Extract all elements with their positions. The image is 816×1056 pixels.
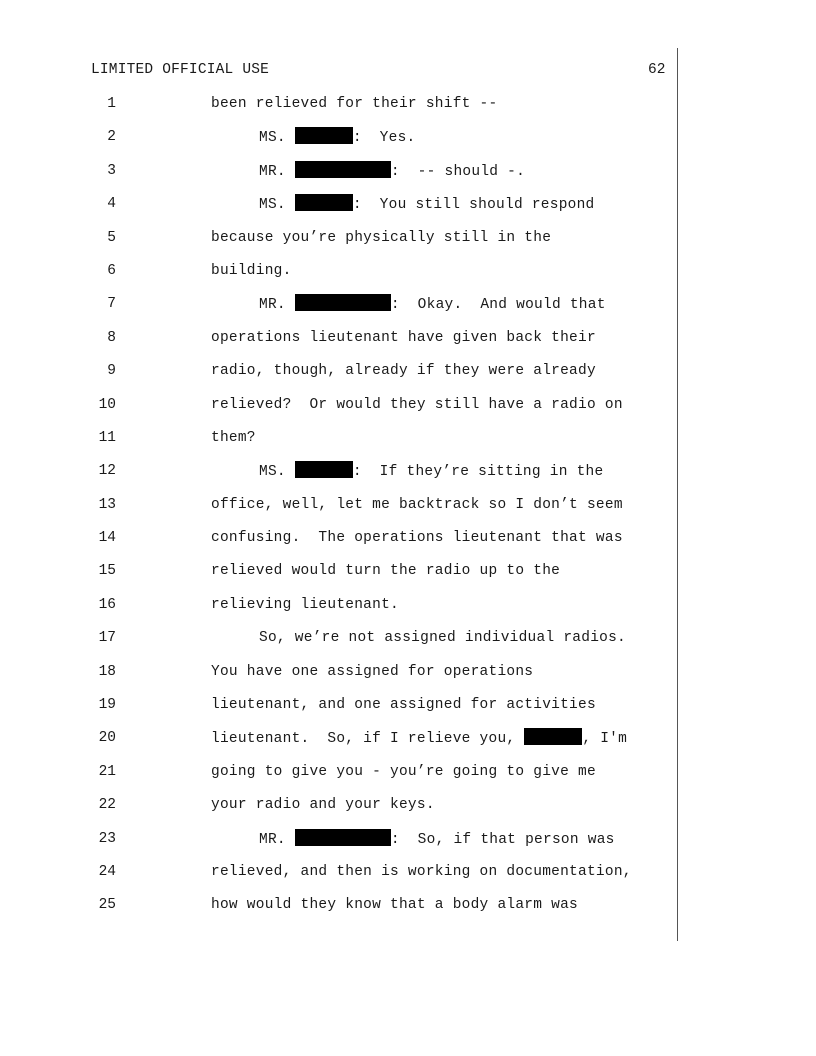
line-text xyxy=(259,461,603,482)
line-text xyxy=(211,728,627,749)
transcript-line xyxy=(0,127,816,160)
line-text: radio, though, already if they were already xyxy=(211,363,596,380)
speaker-prefix: MR. xyxy=(259,163,295,180)
speaker-prefix: MR. xyxy=(259,297,295,314)
line-number: 23 xyxy=(98,830,116,847)
speech-text: : Okay. And would that xyxy=(390,297,606,314)
redaction-block xyxy=(295,161,391,178)
line-text: relieved would turn the radio up to the xyxy=(211,563,561,580)
line-number: 15 xyxy=(98,563,116,580)
line-number: 21 xyxy=(98,763,116,780)
transcript-line xyxy=(0,829,816,862)
line-text: lieutenant, and one assigned for activities xyxy=(211,697,596,714)
line-text: relieving lieutenant. xyxy=(211,596,399,613)
line-text xyxy=(259,294,606,315)
transcript-line xyxy=(0,161,816,194)
redaction-block xyxy=(295,194,353,211)
line-text: how would they know that a body alarm was xyxy=(211,897,579,914)
line-number: 11 xyxy=(98,429,116,446)
line-text xyxy=(259,161,525,182)
line-number: 13 xyxy=(98,496,116,513)
speech-text: , I'm xyxy=(582,731,628,748)
line-text: your radio and your keys. xyxy=(211,797,435,814)
line-number: 18 xyxy=(98,663,116,680)
line-number: 8 xyxy=(107,329,116,346)
speaker-prefix: MR. xyxy=(259,831,295,848)
transcript-line xyxy=(0,495,816,528)
transcript-line xyxy=(0,662,816,695)
page-number: 62 xyxy=(648,62,666,78)
speaker-prefix: MS. xyxy=(259,197,295,214)
line-number: 20 xyxy=(98,730,116,747)
transcript-lines xyxy=(0,94,816,929)
line-number: 7 xyxy=(107,296,116,313)
speech-text: : If they’re sitting in the xyxy=(352,464,604,481)
transcript-line xyxy=(0,728,816,761)
transcript-line xyxy=(0,795,816,828)
speech-text: : So, if that person was xyxy=(390,831,615,848)
line-number: 22 xyxy=(98,797,116,814)
transcript-line xyxy=(0,94,816,127)
transcript-line xyxy=(0,862,816,895)
line-text: been relieved for their shift -- xyxy=(211,96,498,112)
line-number: 12 xyxy=(98,463,116,480)
line-text: building. xyxy=(211,262,292,279)
line-text: office, well, let me backtrack so I don’t seem xyxy=(211,496,623,513)
line-text xyxy=(259,127,415,148)
line-text: So, we’re not assigned individual radios. xyxy=(259,630,627,647)
line-number: 5 xyxy=(107,229,116,246)
transcript-line xyxy=(0,328,816,361)
transcript-line xyxy=(0,228,816,261)
line-number: 6 xyxy=(107,262,116,279)
transcript-line xyxy=(0,628,816,661)
line-text xyxy=(259,194,595,215)
line-number: 10 xyxy=(98,396,116,413)
line-number: 19 xyxy=(98,697,116,714)
transcript-line xyxy=(0,261,816,294)
transcript-line xyxy=(0,294,816,327)
transcript-line xyxy=(0,762,816,795)
line-text: them? xyxy=(211,429,256,446)
line-number: 2 xyxy=(107,129,116,146)
line-number: 17 xyxy=(98,630,116,647)
speech-text: : Yes. xyxy=(352,130,416,147)
line-text: You have one assigned for operations xyxy=(211,663,534,680)
line-text: confusing. The operations lieutenant that was xyxy=(211,530,623,547)
speaker-prefix: MS. xyxy=(259,130,295,147)
line-number: 16 xyxy=(98,596,116,613)
transcript-line xyxy=(0,428,816,461)
line-number: 9 xyxy=(107,363,116,380)
line-text: operations lieutenant have given back their xyxy=(211,329,596,346)
transcript-line xyxy=(0,528,816,561)
transcript-line xyxy=(0,895,816,928)
line-number: 25 xyxy=(98,897,116,914)
speech-text: : You still should respond xyxy=(352,197,595,214)
speech-text: : -- should -. xyxy=(390,163,526,180)
line-text xyxy=(259,829,615,850)
transcript-line xyxy=(0,395,816,428)
speaker-prefix: MS. xyxy=(259,464,295,481)
line-text: relieved, and then is working on documentation, xyxy=(211,863,632,880)
redaction-block xyxy=(295,829,391,846)
transcript-line xyxy=(0,461,816,494)
speech-text: lieutenant. So, if I relieve you, xyxy=(211,731,525,748)
redaction-block xyxy=(524,728,582,745)
transcript-line xyxy=(0,595,816,628)
line-text: relieved? Or would they still have a radio on xyxy=(211,396,623,413)
line-text: going to give you - you’re going to give me xyxy=(211,763,596,780)
line-text: because you’re physically still in the xyxy=(211,229,552,246)
line-number: 14 xyxy=(98,530,116,547)
redaction-block xyxy=(295,294,391,311)
line-number: 4 xyxy=(107,196,116,213)
redaction-block xyxy=(295,461,353,478)
line-number: 1 xyxy=(107,96,116,112)
transcript-line xyxy=(0,361,816,394)
redaction-block xyxy=(295,127,353,144)
header-classification: LIMITED OFFICIAL USE xyxy=(91,62,270,78)
transcript-line xyxy=(0,695,816,728)
line-number: 24 xyxy=(98,863,116,880)
transcript-line xyxy=(0,561,816,594)
line-number: 3 xyxy=(107,162,116,179)
transcript-line xyxy=(0,194,816,227)
